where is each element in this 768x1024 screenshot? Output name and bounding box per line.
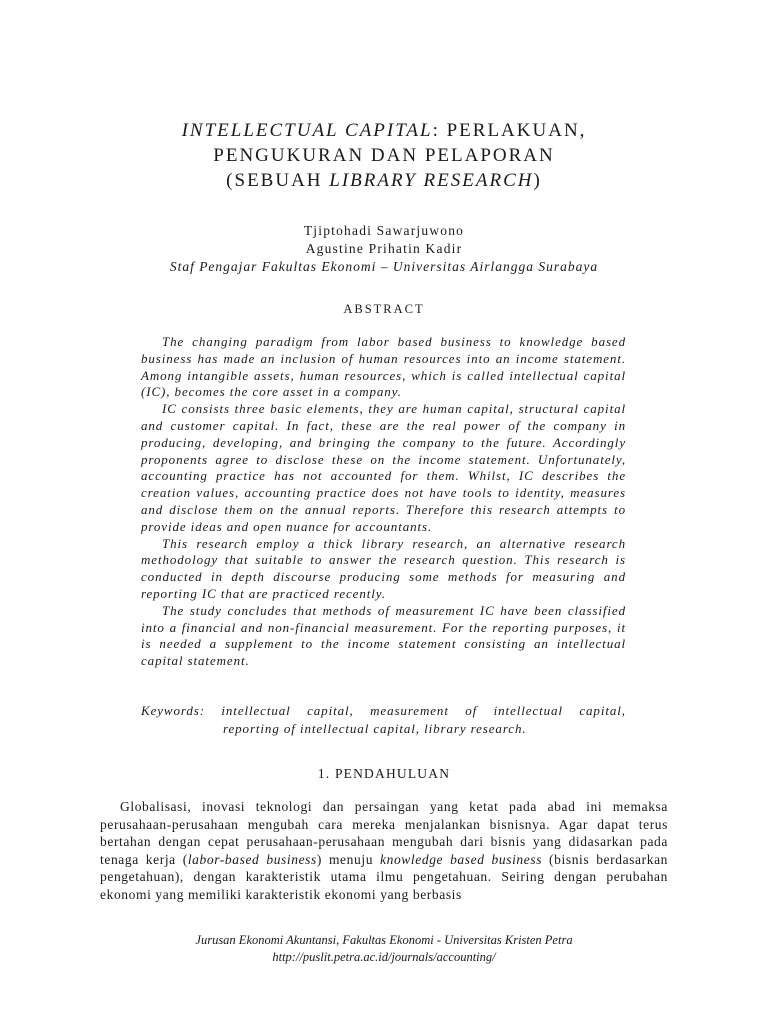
keywords-block xyxy=(141,702,626,738)
body-paragraph xyxy=(100,798,668,903)
body-italic-term-1: labor-based business xyxy=(187,851,317,867)
page-footer xyxy=(0,932,768,966)
keyword-word: capital, xyxy=(307,703,354,718)
keywords-line-1 xyxy=(141,702,626,720)
title-line-3 xyxy=(0,168,768,193)
author-block xyxy=(0,222,768,276)
abstract-body xyxy=(141,334,626,670)
abstract-heading: ABSTRACT xyxy=(343,302,425,316)
body-text-part-3: (bisnis berdasarkan pengetahuan), dengan karakteristik utama ilmu pengetahuan. Seiring dengan perubahan ekonomi yang memiliki karakteristik ekonomi yang berbasis xyxy=(100,851,669,902)
title-line-2: PENGUKURAN DAN PELAPORAN xyxy=(213,145,555,166)
abstract-paragraph-1: The changing paradigm from labor based business to knowledge based business has made an inclusion of human resources into an income statement. Among intangible assets, human resources, which is called intellectual capital (IC), becomes the core asset in a company. xyxy=(141,334,626,400)
keyword-word: of xyxy=(465,703,478,718)
title-italic-3: LIBRARY RESEARCH xyxy=(329,170,534,191)
abstract-paragraph-3: This research employ a thick library research, an alternative research methodology that suitable to answer the research question. This research is conducted in depth discourse producing some methods for measuring and reporting IC that are practiced recently. xyxy=(141,535,626,601)
author-name-1: Tjiptohadi Sawarjuwono xyxy=(303,223,465,238)
body-text-part-1: Globalisasi, inovasi teknologi dan persaingan yang ketat pada abad ini memaksa perusahaan-perusahaan mengubah cara mereka menjalankan bisnisnya. Agar dapat terus bertahan dengan cepat perusahaan-perusahaan mengubah dari bisnis yang didasarkan pada tenaga kerja ( xyxy=(100,799,668,867)
abstract-paragraph-4: The study concludes that methods of measurement IC have been classified into a financial and non-financial measurement. For the reporting purposes, it is needed a supplement to the income statement consisting an intellectual capital statement. xyxy=(141,602,626,669)
title-rest-1: : PERLAKUAN, xyxy=(432,120,587,141)
paper-title xyxy=(0,118,768,193)
keyword-word: capital, xyxy=(579,703,626,718)
abstract-paragraph-2: IC consists three basic elements, they are human capital, structural capital and customer capital. In fact, these are the real power of the company in producing, developing, and bringing the company to the future. Accordingly proponents agree to disclose these on the income statement. Unfortunately, accounting practice has not accounted for them. Whilst, IC describes the creation values, accounting practice does not have tools to identity, measures and disclose them on the annual reports. Therefore this research attempts to provide ideas and open nuance for accountants. xyxy=(141,401,626,534)
body-italic-term-2: knowledge based business xyxy=(380,851,543,867)
body-text-part-2: ) menuju xyxy=(316,851,380,867)
keywords-line-2: reporting of intellectual capital, library research. xyxy=(223,721,527,736)
title-close-3: ) xyxy=(533,170,542,191)
keyword-word: intellectual xyxy=(493,703,563,718)
keyword-word: measurement xyxy=(370,703,449,718)
footer-institution: Jurusan Ekonomi Akuntansi, Fakultas Ekonomi - Universitas Kristen Petra xyxy=(195,933,573,947)
author-affiliation: Staf Pengajar Fakultas Ekonomi – Universitas Airlangga Surabaya xyxy=(169,259,599,274)
section-heading: 1. PENDAHULUAN xyxy=(317,766,451,781)
body-text xyxy=(100,798,668,903)
keywords-label: Keywords: xyxy=(141,703,205,718)
footer-url: http://puslit.petra.ac.id/journals/accounting/ xyxy=(272,950,496,964)
title-open-3: (SEBUAH xyxy=(226,170,330,191)
title-italic-1: INTELLECTUAL CAPITAL xyxy=(181,120,433,141)
title-line-1 xyxy=(0,118,768,143)
author-name-2: Agustine Prihatin Kadir xyxy=(305,241,463,256)
keyword-word: intellectual xyxy=(221,703,291,718)
